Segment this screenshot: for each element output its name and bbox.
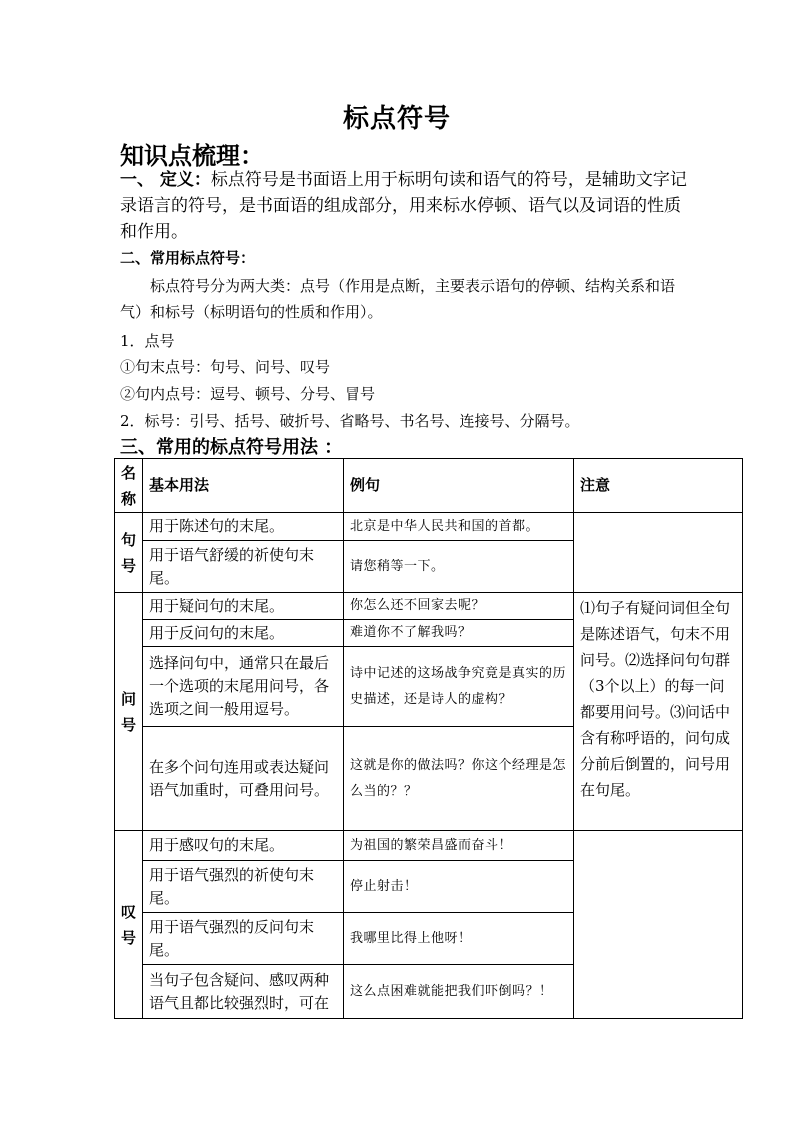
page-title: 标点符号 [342,104,451,134]
note-cell-period [574,513,743,593]
usage-cell: 当句子包含疑问、感叹两种语气且都比较强烈时，可在 [143,965,344,1019]
example-cell: 这么点困难就能把我们吓倒吗？！ [344,965,574,1019]
note-cell-exclamation [574,831,743,1019]
usage-cell: 用于感叹句的末尾。 [143,831,344,861]
header-usage: 基本用法 [143,459,344,513]
usage-cell: 选择问句中，通常只在最后一个选项的末尾用问号，各选项之间一般用逗号。 [143,647,344,727]
section2-line: 1．点号 [120,332,175,350]
group-name-period: 句号 [115,513,143,593]
table-header-row [115,459,743,513]
example-cell: 你怎么还不回家去呢？ [344,593,574,620]
example-cell: 难道你不了解我吗？ [344,620,574,647]
punctuation-usage-table [114,458,743,1019]
example-cell: 请您稍等一下。 [344,541,574,593]
example-cell: 为祖国的繁荣昌盛而奋斗！ [344,831,574,861]
header-example: 例句 [344,459,574,513]
group-name-exclamation: 叹号 [115,831,143,1019]
knowledge-heading: 知识点梳理： [120,141,264,170]
note-cell-question: ⑴句子有疑问词但全句是陈述语气，句末不用问号。⑵选择问句句群（3个以上）的每一问都要用问号。⑶问话中含有称呼语的，问句成分前后倒置的，问号用在句尾。 [574,593,743,831]
usage-cell: 用于语气强烈的反问句末尾。 [143,913,344,965]
table-row [115,831,743,861]
section3-heading: 三、常用的标点符号用法 ： [120,437,343,458]
usage-cell: 在多个问句连用或表达疑问语气加重时，可叠用问号。 [143,727,344,831]
group-name-question: 问号 [115,593,143,831]
section2-line: ②句内点号：逗号、顿号、分号、冒号 [120,385,376,403]
usage-cell: 用于陈述句的末尾。 [143,513,344,541]
table-row [115,593,743,620]
example-cell: 这就是你的做法吗？你这个经理是怎么当的？？ [344,727,574,831]
example-cell: 停止射击！ [344,861,574,913]
header-note: 注意 [574,459,743,513]
example-cell: 我哪里比得上他呀！ [344,913,574,965]
usage-cell: 用于语气舒缓的祈使句末尾。 [143,541,344,593]
definition-paragraph [120,167,690,245]
usage-cell: 用于反问句的末尾。 [143,620,344,647]
definition-label: 一、 定义： [120,170,211,190]
usage-cell: 用于语气强烈的祈使句末尾。 [143,861,344,913]
header-name: 名称 [115,459,143,513]
table-row [115,513,743,541]
example-cell: 诗中记述的这场战争究竟是真实的历史描述，还是诗人的虚构？ [344,647,574,727]
section2-line: 2．标号：引号、括号、破折号、省略号、书名号、连接号、分隔号。 [120,412,580,430]
section2-line: ①句末点号：句号、问号、叹号 [120,358,331,376]
section2-paragraph: 标点符号分为两大类：点号（作用是点断，主要表示语句的停顿、结构关系和语气）和标号（标明语句的性质和作用）。 [120,277,676,321]
example-cell: 北京是中华人民共和国的首都。 [344,513,574,541]
usage-cell: 用于疑问句的末尾。 [143,593,344,620]
section2-heading: 二、常用标点符号： [120,249,256,267]
definition-text: 标点符号是书面语上用于标明句读和语气的符号，是辅助文字记录语言的符号，是书面语的组成部分，用来标水停顿、语气以及词语的性质和作用。 [120,170,687,242]
